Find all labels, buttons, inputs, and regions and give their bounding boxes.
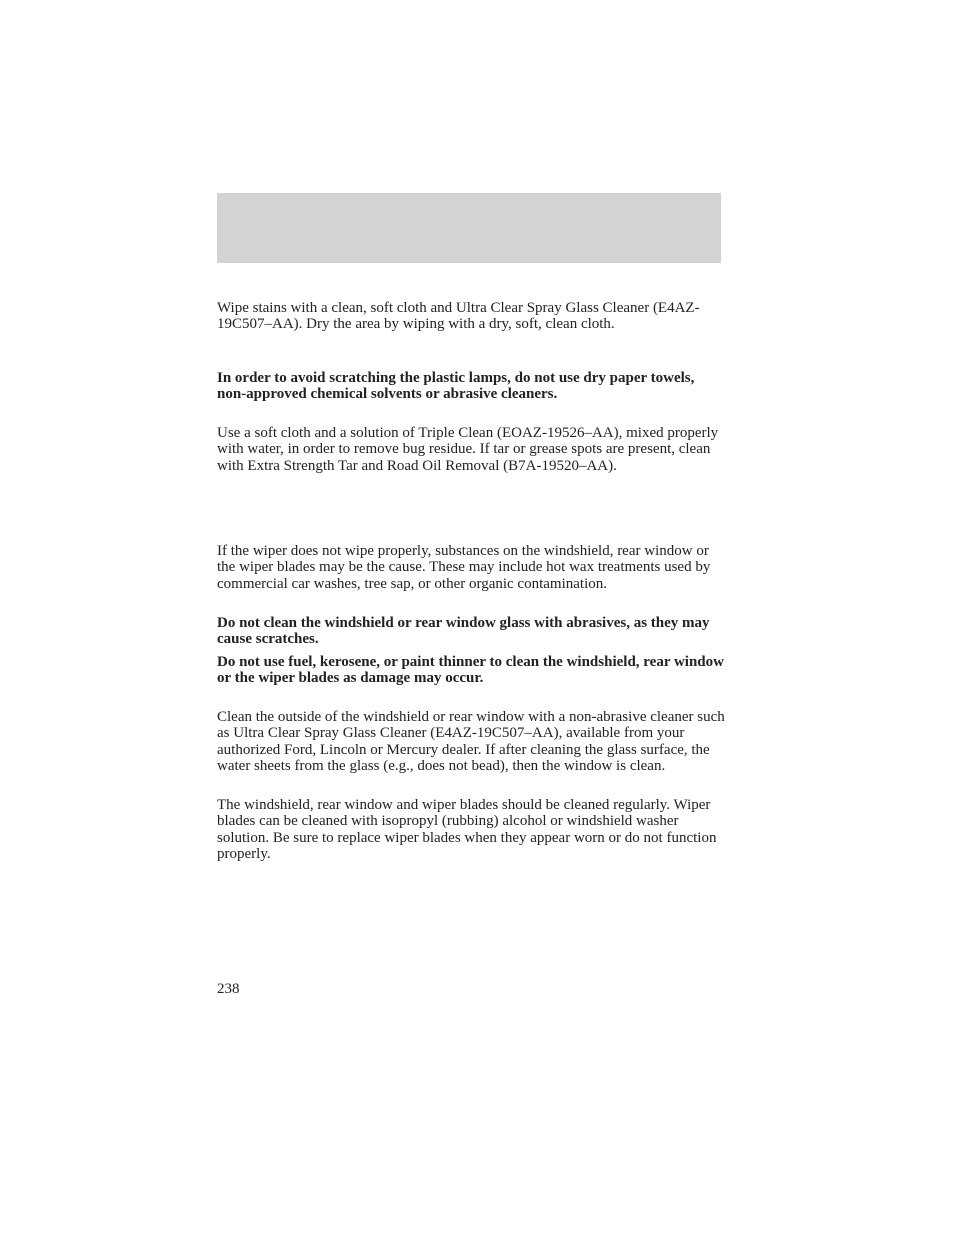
windshield-paragraph-2: Clean the outside of the windshield or rear window with a non-abrasive cleaner such as Ultra Clear Spray Glass Cleaner (E4AZ-19C507–AA), available from your authorized Ford, Lincoln or Mercury dealer. If after cleaning the glass surface, the water sheets from the glass (e.g., does not bead), then the window is clean. xyxy=(217,709,725,775)
section-header-band xyxy=(217,193,721,263)
windshield-warning-abrasives: Do not clean the windshield or rear window glass with abrasives, as they may cause scratches. xyxy=(217,615,710,648)
windshield-warning-fuel: Do not use fuel, kerosene, or paint thinner to clean the windshield, rear window or the wiper blades as damage may occur. xyxy=(217,654,724,687)
windshield-paragraph-3: The windshield, rear window and wiper blades should be cleaned regularly. Wiper blades can be cleaned with isopropyl (rubbing) alcohol or windshield washer solution. Be sure to replace wiper blades when they appear worn or do not function properly. xyxy=(217,797,717,863)
lamps-warning: In order to avoid scratching the plastic lamps, do not use dry paper towels, non-approved chemical solvents or abrasive cleaners. xyxy=(217,370,695,403)
page-number: 238 xyxy=(217,981,240,997)
windshield-paragraph-1: If the wiper does not wipe properly, substances on the windshield, rear window or the wiper blades may be the cause. These may include hot wax treatments used by commercial car washes, tree sap, or other organic contamination. xyxy=(217,543,711,592)
lamps-paragraph: Use a soft cloth and a solution of Triple Clean (EOAZ-19526–AA), mixed properly with water, in order to remove bug residue. If tar or grease spots are present, clean with Extra Strength Tar and Road Oil Removal (B7A-19520–AA). xyxy=(217,425,719,474)
instrument-panel-paragraph: Wipe stains with a clean, soft cloth and Ultra Clear Spray Glass Cleaner (E4AZ-19C507–AA). Dry the area by wiping with a dry, soft, clean cloth. xyxy=(217,300,700,333)
